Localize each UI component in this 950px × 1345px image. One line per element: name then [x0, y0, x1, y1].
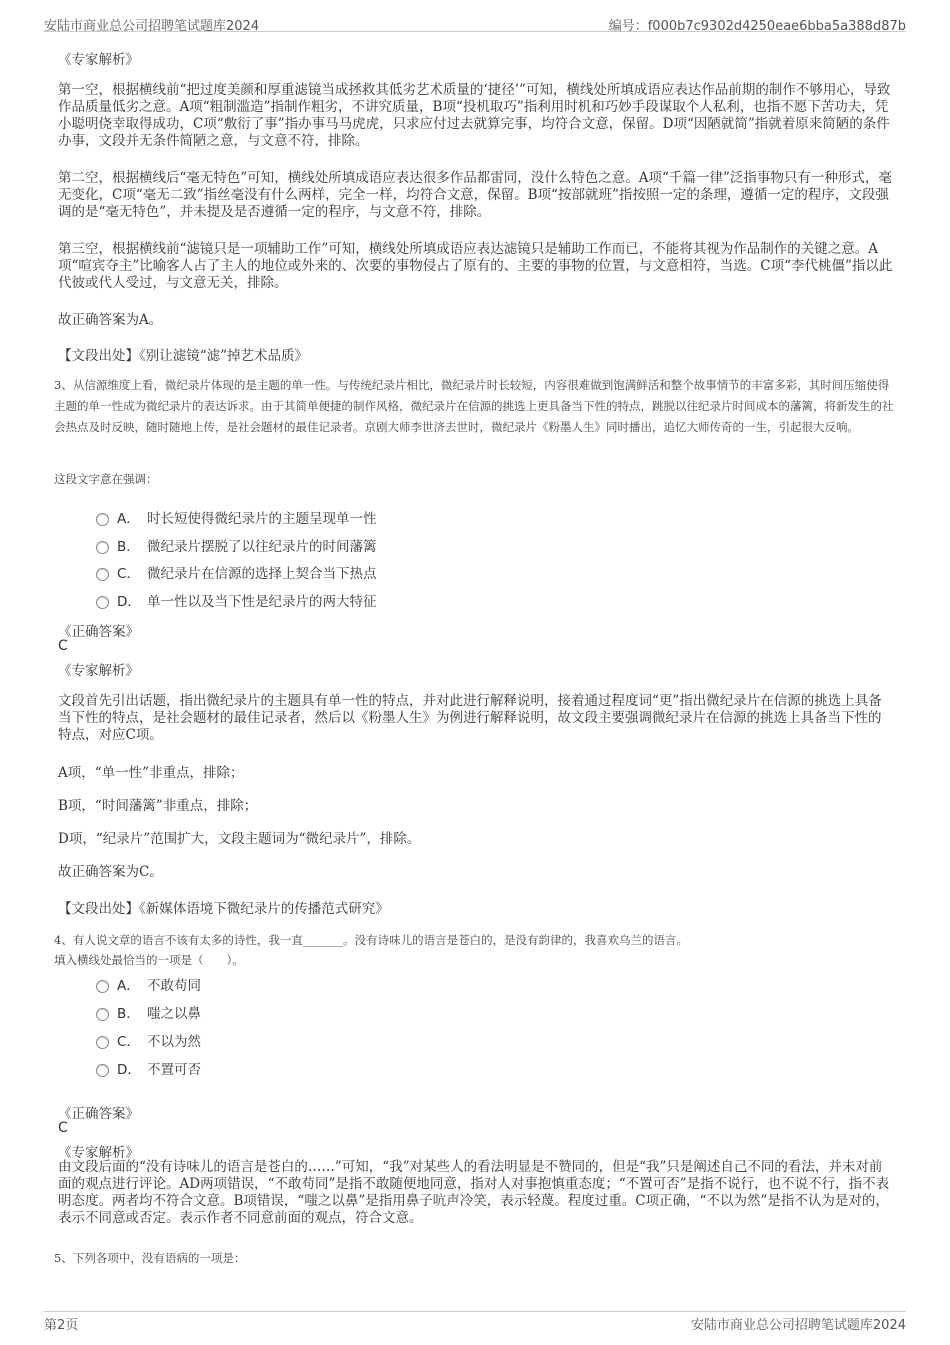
- option-letter: D．: [117, 1062, 141, 1078]
- option-letter: B．: [117, 539, 140, 555]
- option-letter: C．: [117, 1034, 140, 1050]
- option-text: 微纪录片摆脱了以往纪录片的时间藩篱: [147, 539, 377, 555]
- q4-stem: 4、有人说文章的语言不该有太多的诗性，我一直_______。没有诗味儿的语言是苍白的，是没有韵律的，我喜欢乌兰的语言。: [54, 933, 689, 947]
- correct-answer-label: 《正确答案》: [58, 624, 139, 640]
- radio-icon[interactable]: [96, 1008, 109, 1021]
- q3-option-b[interactable]: [96, 535, 377, 555]
- option-letter: D．: [117, 594, 141, 610]
- q2-analysis-para-1: 第一空，根据横线前“把过度美颜和厚重滤镜当成拯救其低劣艺术质量的‘捷径’”可知，横线处所填成语应表达作品前期的制作不够用心，导致作品质量低劣之意。A项“粗制滥造”指制作粗劣，不讲究质量，B项“投机取巧”指利用时机和巧妙手段谋取个人私利，也指不愿下苦功夫，凭小聪明侥幸取得成功，C项“敷衍了事”指办事马马虎虎，只求应付过去就算完事，均符合文意，保留。D项“因陋就简”指就着原来简陋的条件办事，文段并无条件简陋之意，与文意不符，排除。: [58, 82, 891, 149]
- radio-icon[interactable]: [96, 513, 109, 526]
- option-letter: A．: [117, 511, 140, 527]
- radio-icon[interactable]: [96, 541, 109, 554]
- radio-icon[interactable]: [96, 596, 109, 609]
- radio-icon[interactable]: [96, 568, 109, 581]
- q2-source: [58, 344, 893, 364]
- q3-source-title: 《新媒体语境下微纪录片的传播范式研究》: [139, 901, 389, 917]
- source-prefix: 【文段出处】: [58, 901, 139, 917]
- expert-analysis-label: 《专家解析》: [58, 52, 139, 68]
- q2-analysis-para-3: 第三空，根据横线前“滤镜只是一项辅助工作”可知，横线处所填成语应表达滤镜只是辅助工作而已，不能将其视为作品制作的关键之意。A项“喧宾夺主”比喻客人占了主人的地位或外来的、次要的事物侵占了原有的、主要的事物的位置，与文意相符，当选。C项“李代桃僵”指以此代彼或代人受过，与文意无关，排除。: [58, 241, 893, 291]
- q3-option-c[interactable]: [96, 562, 377, 582]
- q3-analysis-d: D项，“纪录片”范围扩大，文段主题词为“微纪录片”，排除。: [58, 831, 421, 847]
- header-code: 编号：f000b7c9302d4250eae6bba5a388d87b: [608, 19, 906, 34]
- option-letter: A．: [117, 978, 140, 994]
- q2-analysis-para-2: 第二空，根据横线后“毫无特色”可知，横线处所填成语应表达很多作品都雷同，没什么特色之意。A项“千篇一律”泛指事物只有一种形式，毫无变化，C项“毫无二致”指丝毫没有什么两样，完全一样，均符合文意，保留。B项“按部就班”指按照一定的条理，遵循一定的程序，文段强调的是“毫无特色”，并未提及是否遵循一定的程序，与文意不符，排除。: [58, 170, 892, 220]
- radio-icon[interactable]: [96, 1036, 109, 1049]
- q5-stem: 5、下列各项中，没有语病的一项是：: [54, 1251, 246, 1265]
- header-title: 安陆市商业总公司招聘笔试题库2024: [44, 19, 260, 34]
- expert-analysis-label: 《专家解析》: [58, 1145, 139, 1161]
- q3-answer: C: [58, 638, 68, 654]
- option-text: 微纪录片在信源的选择上契合当下热点: [147, 566, 377, 582]
- option-text: 单一性以及当下性是纪录片的两大特征: [147, 594, 377, 610]
- page-header: [44, 0, 906, 32]
- q3-source: [58, 897, 893, 917]
- radio-icon[interactable]: [96, 980, 109, 993]
- option-text: 嗤之以鼻: [147, 1006, 201, 1022]
- q3-option-d[interactable]: [96, 590, 377, 610]
- q4-option-b[interactable]: [96, 1002, 201, 1022]
- footer-title: 安陆市商业总公司招聘笔试题库2024: [690, 1318, 906, 1333]
- option-letter: C．: [117, 566, 140, 582]
- q4-option-a[interactable]: [96, 974, 201, 994]
- page-footer: [44, 1311, 906, 1345]
- q4-analysis: 由文段后面的“没有诗味儿的语言是苍白的……”可知，“我”对某些人的看法明显是不赞同的，但是“我”只是阐述自己不同的看法，并未对前面的观点进行评论。AD两项错误，“不敢苟同”是指不敢随便地同意，指对人对事抱慎重态度；“不置可否”是指不说行，也不说不行，指不表明态度。两者均不符合文意。B项错误，“嗤之以鼻”是指用鼻子吭声冷笑，表示轻蔑。程度过重。C项正确，“不以为然”是指不认为是对的，表示不同意或否定。表示作者不同意前面的观点，符合文意。: [58, 1159, 890, 1226]
- page-number: 第2页: [44, 1318, 79, 1333]
- option-text: 不以为然: [147, 1034, 201, 1050]
- expert-analysis-label: 《专家解析》: [58, 663, 139, 679]
- q4-option-c[interactable]: [96, 1030, 201, 1050]
- option-letter: B．: [117, 1006, 140, 1022]
- q3-stem: 3、从信源维度上看，微纪录片体现的是主题的单一性。与传统纪录片相比，微纪录片时长较短，内容很难做到饱满鲜活和整个故事情节的丰富多彩，其时间压缩使得主题的单一性成为微纪录片的表达诉求。由于其简单便捷的制作风格，微纪录片在信源的挑选上更具备当下性的特点，跳脱以往纪录片时间成本的藩篱，将新发生的社会热点及时反映，随时随地上传，是社会题材的最佳记录者。京剧大师李世济去世时，微纪录片《粉墨人生》同时播出，追忆大师传奇的一生，引起很大反响。: [54, 378, 894, 434]
- q4-option-d[interactable]: [96, 1058, 201, 1078]
- option-text: 不敢苟同: [147, 978, 201, 994]
- q3-conclusion: 故正确答案为C。: [58, 864, 163, 880]
- q3-option-a[interactable]: [96, 507, 377, 527]
- q2-source-title: 《别让滤镜“滤”掉艺术品质》: [139, 348, 309, 364]
- correct-answer-label: 《正确答案》: [58, 1106, 139, 1122]
- q4-answer: C: [58, 1120, 68, 1136]
- q3-analysis-para-1: 文段首先引出话题，指出微纪录片的主题具有单一性的特点，并对此进行解释说明，接着通过程度词“更”指出微纪录片在信源的挑选上具备当下性的特点，是社会题材的最佳记录者，然后以《粉墨人生》为例进行解释说明，故文段主要强调微纪录片在信源的挑选上具备当下性的特点，对应C项。: [58, 693, 882, 743]
- q3-prompt: 这段文字意在强调：: [54, 472, 158, 486]
- option-text: 时长短使得微纪录片的主题呈现单一性: [147, 511, 377, 527]
- q3-analysis-b: B项，“时间藩篱”非重点，排除；: [58, 798, 258, 814]
- q2-conclusion: 故正确答案为A。: [58, 312, 163, 328]
- radio-icon[interactable]: [96, 1064, 109, 1077]
- source-prefix: 【文段出处】: [58, 348, 139, 364]
- option-text: 不置可否: [147, 1062, 201, 1078]
- q4-prompt: 填入横线处最恰当的一项是（ ）。: [54, 953, 244, 967]
- q3-analysis-a: A项，“单一性”非重点，排除；: [58, 765, 244, 781]
